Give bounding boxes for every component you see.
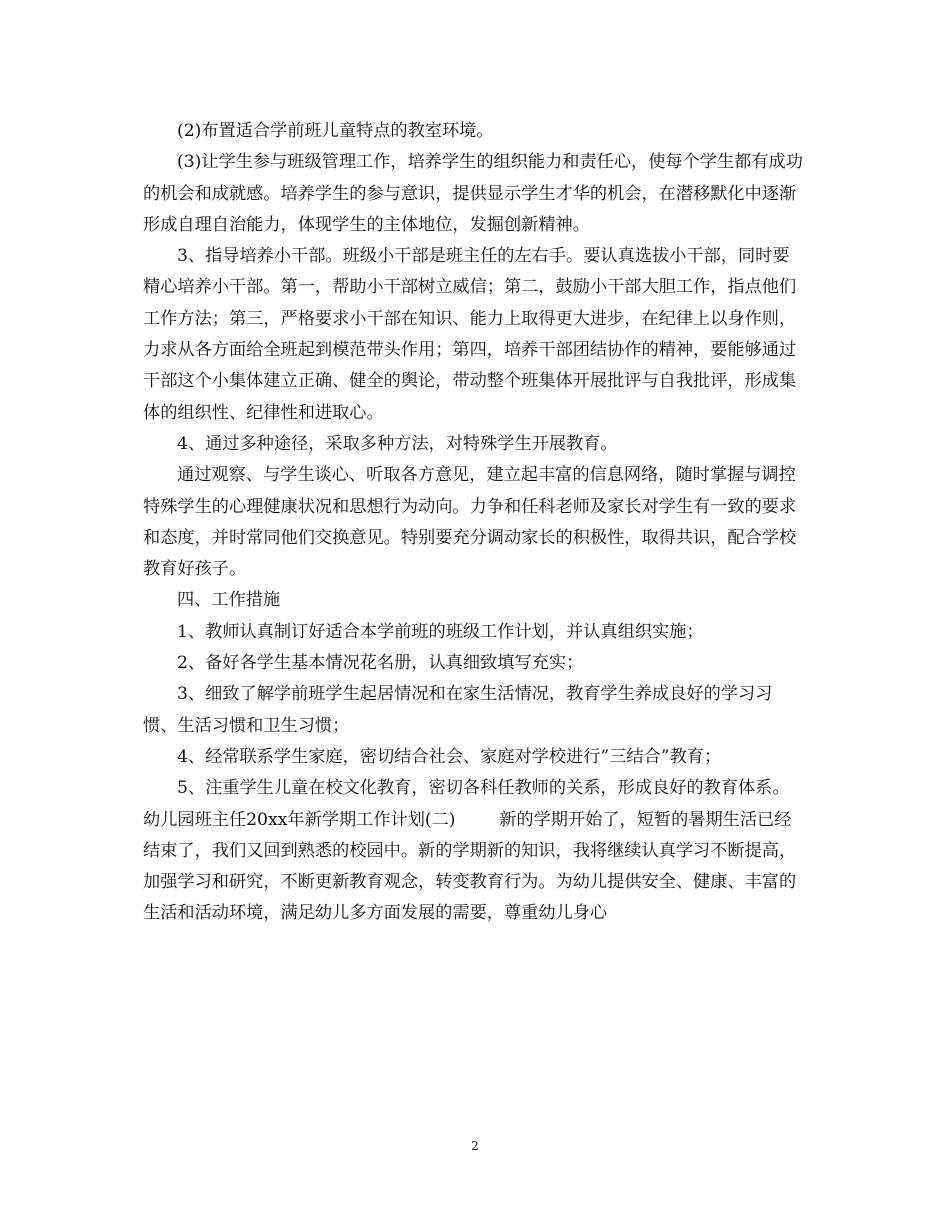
paragraph-student-cadres: 3、指导培养小干部。班级小干部是班主任的左右手。要认真选拔小干部，同时要精心培养小干部。第一，帮助小干部树立威信；第二，鼓励小干部大胆工作，指点他们工作方法；第三，严格要求小干部在知识、能力上取得更大进步，在纪律上以身作则，力求从各方面给全班起到模范带头作用；第四，培养干部团结协作的精神，要能够通过干部这个小集体建立正确、健全的舆论，带动整个班集体开展批评与自我批评，形成集体的组织性、纪律性和进取心。 [143,246,797,423]
paragraph-classroom-environment: (2)布置适合学前班儿童特点的教室环境。 [177,121,494,141]
paragraph-plan-two-intro: 幼儿园班主任20xx年新学期工作计划(二) 新的学期开始了，短暂的暑期生活已经结束了，我们又回到熟悉的校园中。新的学期新的知识，我将继续认真学习不断提高，加强学习和研究，不断更新教育观念，转变教育行为。为幼儿提供安全、健康、丰富的生活和活动环境，满足幼儿多方面发展的需要，尊重幼儿身心 [143,809,797,924]
page-number: 2 [471,1139,479,1153]
paragraph-measure-1: 1、教师认真制订好适合本学前班的班级工作计划，并认真组织实施； [177,621,704,642]
paragraph-measure-4: 4、经常联系学生家庭，密切结合社会、家庭对学校进行”三结合”教育； [177,746,722,767]
paragraph-special-students: 4、通过多种途径，采取多种方法，对特殊学生开展教育。 [177,433,618,454]
paragraph-information-network: 通过观察、与学生谈心、听取各方意见，建立起丰富的信息网络，随时掌握与调控特殊学生的心理健康状况和思想行为动向。力争和任科老师及家长对学生有一致的要求和态度，并时常同他们交换意见。特别要充分调动家长的积极性，取得共识，配合学校教育好孩子。 [143,465,797,580]
section-heading-work-measures: 四、工作措施 [177,590,281,611]
document-body [143,116,805,930]
paragraph-measure-2: 2、备好各学生基本情况花名册，认真细致填写充实； [177,653,584,674]
paragraph-measure-3: 3、细致了解学前班学生起居情况和在家生活情况，教育学生养成良好的学习习惯、生活习惯和卫生习惯； [143,684,773,736]
paragraph-measure-5: 5、注重学生儿童在校文化教育，密切各科任教师的关系，形成良好的教育体系。 [177,778,790,799]
paragraph-class-management: (3)让学生参与班级管理工作，培养学生的组织能力和责任心，使每个学生都有成功的机会和成就感。培养学生的参与意识，提供显示学生才华的机会，在潜移默化中逐渐形成自理自治能力，体现学生的主体地位，发掘创新精神。 [143,152,803,235]
